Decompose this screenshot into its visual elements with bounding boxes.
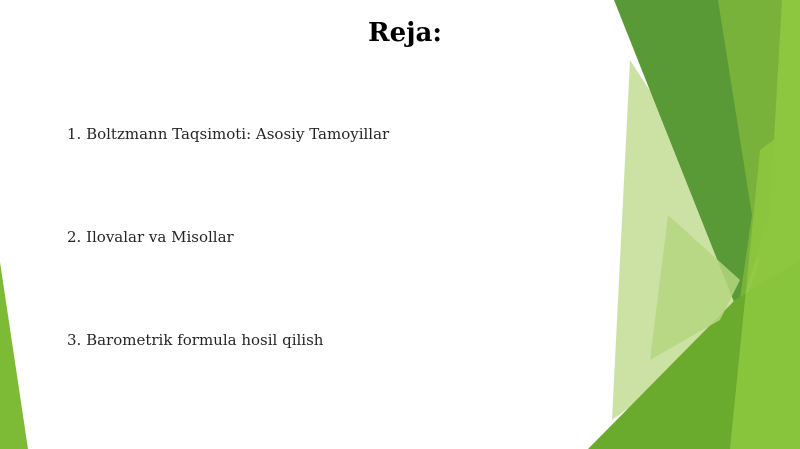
agenda-item-2: 2. Ilovalar va Misollar bbox=[67, 228, 234, 246]
agenda-item-3: 3. Barometrik formula hosil qilish bbox=[67, 331, 324, 349]
slide-title: Reja: bbox=[367, 18, 442, 48]
left-edge-facet bbox=[0, 262, 28, 449]
agenda-item-1: 1. Boltzmann Taqsimoti: Asosiy Tamoyillar bbox=[67, 125, 390, 143]
